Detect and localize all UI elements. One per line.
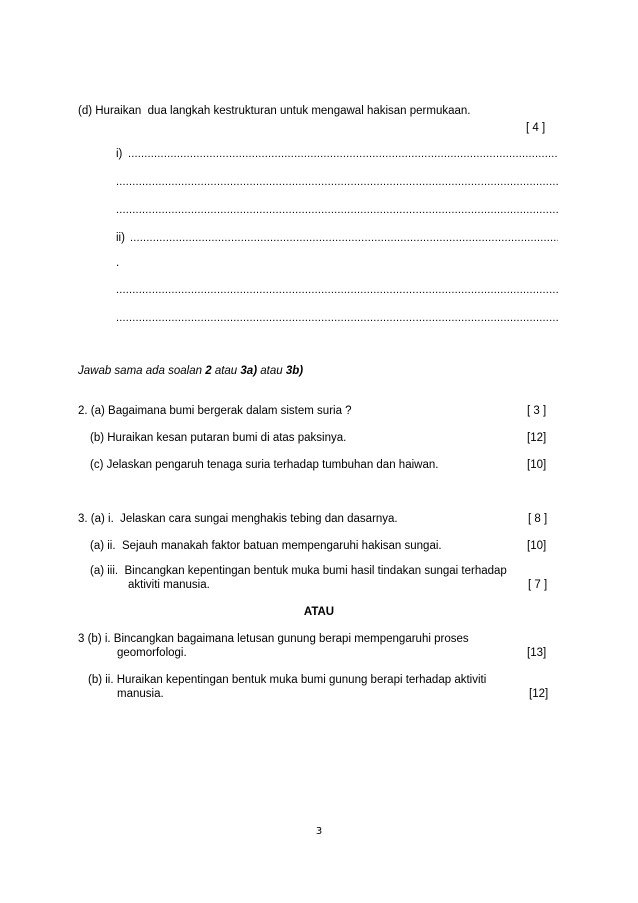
question-3a-iii-marks: [ 7 ] — [528, 579, 548, 591]
question-2a-marks: [ 3 ] — [527, 405, 547, 417]
instruction-line — [78, 364, 303, 378]
question-3b-ii-marks: [12] — [529, 688, 549, 700]
question-3b-i-line2: geomorfologi. — [117, 647, 187, 659]
stray-period: . — [116, 257, 120, 269]
instruction-q2: 2 — [205, 365, 212, 377]
answer-ii-label: ii) — [116, 232, 125, 244]
answer-line — [130, 231, 558, 245]
instruction-prefix: Jawab sama ada soalan — [78, 365, 206, 377]
page-number: 3 — [315, 826, 323, 837]
question-3b-i-marks: [13] — [527, 647, 547, 659]
question-3b-ii-line2: manusia. — [117, 688, 164, 700]
answer-line — [116, 203, 558, 217]
question-2c-marks: [10] — [527, 459, 547, 471]
question-2b-text: (b) Huraikan kesan putaran bumi di atas paksinya. — [90, 432, 347, 444]
question-2b-marks: [12] — [527, 432, 547, 444]
instruction-mid: atau — [211, 365, 241, 377]
answer-line — [116, 175, 558, 189]
question-1d-text: (d) Huraikan dua langkah kestrukturan untuk mengawal hakisan permukaan. — [78, 105, 471, 117]
answer-line — [116, 311, 558, 325]
question-2c-text: (c) Jelaskan pengaruh tenaga suria terhadap tumbuhan dan haiwan. — [90, 459, 439, 471]
question-3a-ii-text: (a) ii. Sejauh manakah faktor batuan mempengaruhi hakisan sungai. — [90, 540, 442, 552]
answer-i-label: i) — [116, 148, 123, 160]
answer-line — [128, 147, 558, 161]
or-label: ATAU — [303, 606, 335, 618]
question-2a-text: 2. (a) Bagaimana bumi bergerak dalam sistem suria ? — [78, 405, 352, 417]
instruction-q3b: 3b) — [285, 365, 304, 377]
instruction-q3a: 3a) — [240, 365, 258, 377]
question-3b-ii-line1: (b) ii. Huraikan kepentingan bentuk muka bumi gunung berapi terhadap aktiviti — [88, 674, 487, 686]
question-3b-i-line1: 3 (b) i. Bincangkan bagaimana letusan gunung berapi mempengaruhi proses — [78, 633, 469, 645]
question-3a-ii-marks: [10] — [527, 540, 547, 552]
instruction-mid2: atau — [257, 365, 286, 377]
question-3a-iii-line1: (a) iii. Bincangkan kepentingan bentuk muka bumi hasil tindakan sungai terhadap — [90, 565, 507, 577]
question-3a-iii-line2: aktiviti manusia. — [128, 579, 210, 591]
question-3a-i-text: 3. (a) i. Jelaskan cara sungai menghakis tebing dan dasarnya. — [78, 513, 398, 525]
question-1d-marks: [ 4 ] — [526, 122, 546, 134]
question-3a-i-marks: [ 8 ] — [528, 513, 548, 525]
answer-line — [116, 283, 558, 297]
